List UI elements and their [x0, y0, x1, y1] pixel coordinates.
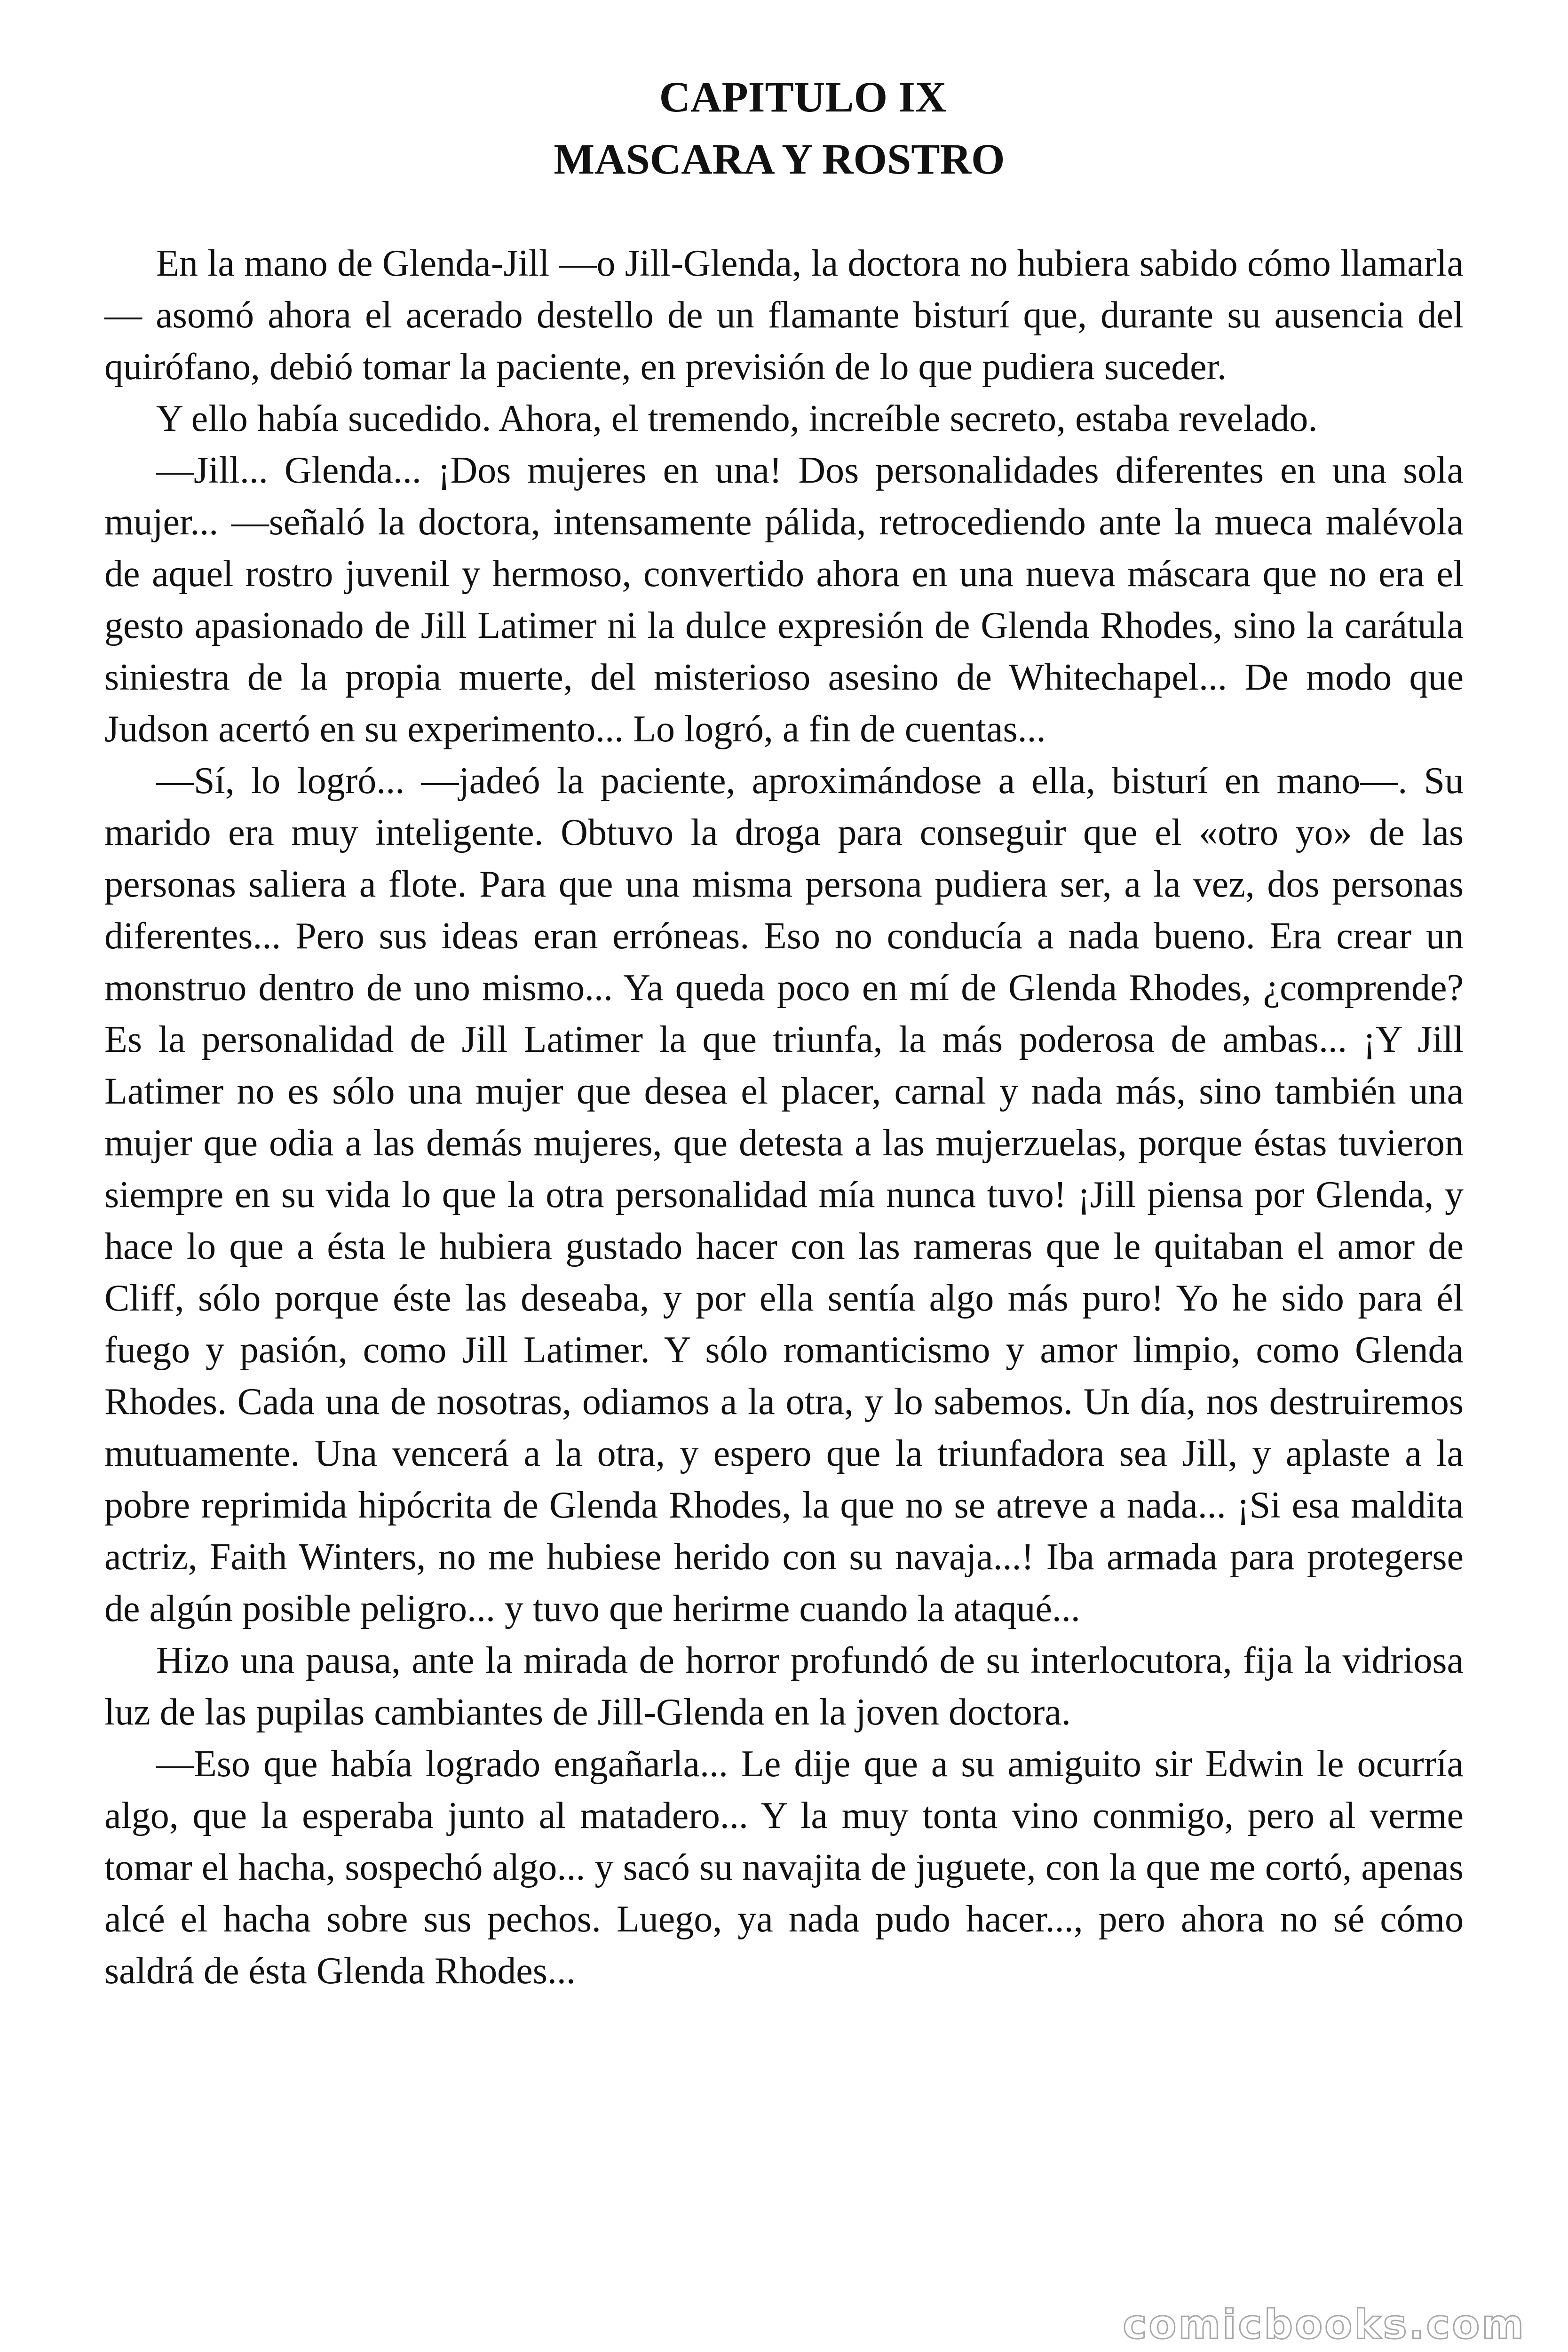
paragraph: Hizo una pausa, ante la mirada de horror profundó de su interlocutora, fija la vidriosa luz de las pupilas cambiantes de Jill-Glenda en la joven doctora. [104, 1640, 1464, 1733]
paragraph: —Eso que había logrado engañarla... Le dije que a su amiguito sir Edwin le ocurría algo, que la esperaba junto al matadero... Y la muy tonta vino conmigo, pero al verme tomar el hacha, sospechó algo... y sacó su navajita de juguete, con la que me cortó, apenas alcé el hacha sobre sus pechos. Luego, ya nada pudo hacer..., pero ahora no sé cómo saldrá de ésta Glenda Rhodes... [104, 1743, 1464, 1992]
chapter-body [104, 238, 1464, 1997]
chapter-title: MASCARA Y ROSTRO [554, 135, 1005, 183]
chapter-number: CAPITULO IX [659, 73, 947, 121]
paragraph: Y ello había sucedido. Ahora, el tremendo, increíble secreto, estaba revelado. [156, 398, 1318, 439]
paragraph: —Sí, lo logró... —jadeó la paciente, aproximándose a ella, bisturí en mano—. Su marido era muy inteligente. Obtuvo la droga para conseguir que el «otro yo» de las personas saliera a flote. Para que una misma persona pudiera ser, a la vez, dos personas diferentes... Pero sus ideas eran erróneas. Eso no conducía a nada bueno. Era crear un monstruo dentro de uno mismo... Ya queda poco en mí de Glenda Rhodes, ¿comprende? Es la personalidad de Jill Latimer la que triunfa, la más poderosa de ambas... ¡Y Jill Latimer no es sólo una mujer que desea el placer, carnal y nada más, sino también una mujer que odia a las demás mujeres, que detesta a las mujerzuelas, porque éstas tuvieron siempre en su vida lo que la otra personalidad mía nunca tuvo! ¡Jill piensa por Glenda, y hace lo que a ésta le hubiera gustado hacer con las rameras que le quitaban el amor de Cliff, sólo porque éste las deseaba, y por ella sentía algo más puro! Yo he sido para él fuego y pasión, como Jill Latimer. Y sólo romanticismo y amor limpio, como Glenda Rhodes. Cada una de nosotras, odiamos a la otra, y lo sabemos. Un día, nos destruiremos mutuamente. Una vencerá a la otra, y espero que la triunfadora sea Jill, y aplaste a la pobre reprimida hipócrita de Glenda Rhodes, la que no se atreve a nada... ¡Si esa maldita actriz, Faith Winters, no me hubiese herido con su navaja...! Iba armada para protegerse de algún posible peligro... y tuvo que herirme cuando la ataqué... [104, 760, 1464, 1629]
chapter-heading [0, 66, 1568, 190]
watermark: comicbooks.com [1123, 2301, 1526, 2348]
paragraph: —Jill... Glenda... ¡Dos mujeres en una! Dos personalidades diferentes en una sola mujer... —señaló la doctora, intensamente pálida, retrocediendo ante la mueca malévola de aquel rostro juvenil y hermoso, convertido ahora en una nueva máscara que no era el gesto apasionado de Jill Latimer ni la dulce expresión de Glenda Rhodes, sino la carátula siniestra de la propia muerte, del misterioso asesino de Whitechapel... De modo que Judson acertó en su experimento... Lo logró, a fin de cuentas... [104, 450, 1464, 750]
paragraph: En la mano de Glenda-Jill —o Jill-Glenda, la doctora no hubiera sabido cómo llamarla— asomó ahora el acerado destello de un flamante bisturí que, durante su ausencia del quirófano, debió tomar la paciente, en previsión de lo que pudiera suceder. [104, 243, 1464, 388]
